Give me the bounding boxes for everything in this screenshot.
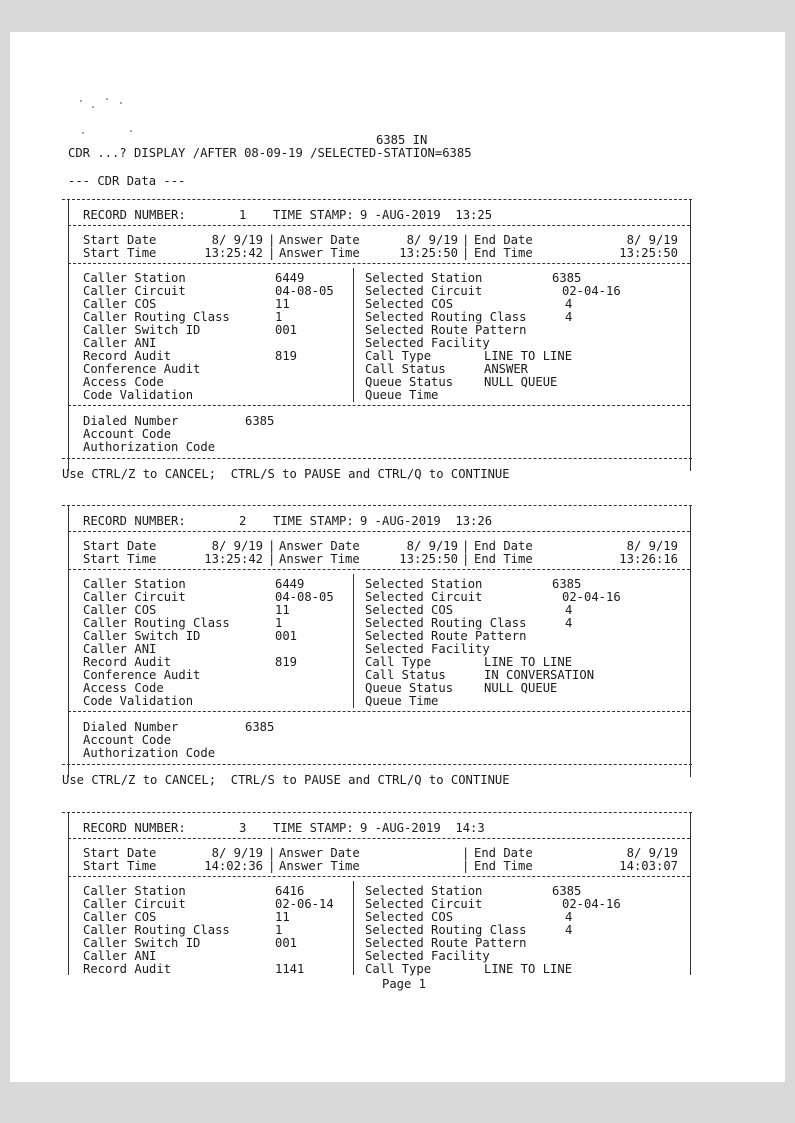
selected-station: 6385 (552, 271, 582, 285)
selected-circuit: 02-04-16 (562, 590, 621, 604)
selected-routing-class: 4 (565, 310, 573, 324)
time-stamp: 9 -AUG-2019 13:26 (360, 514, 493, 528)
continue-prompt: Use CTRL/Z to CANCEL; CTRL/S to PAUSE and CTRL/Q to CONTINUE (62, 467, 510, 481)
selected-cos: 4 (565, 910, 573, 924)
dialed-number: 6385 (245, 414, 275, 428)
answer-date: 8/ 9/19 (406, 233, 458, 247)
call-type: LINE TO LINE (484, 349, 573, 363)
time-stamp: 9 -AUG-2019 14:3 (360, 821, 485, 835)
selected-routing-class: 4 (565, 616, 573, 630)
start-time: 13:25:42 (204, 246, 263, 260)
answer-time: 13:25:50 (399, 552, 458, 566)
caller-routing-class: 1 (275, 923, 283, 937)
end-date: 8/ 9/19 (626, 539, 678, 553)
end-time: 13:25:50 (619, 246, 678, 260)
caller-switch-id: 001 (275, 629, 298, 643)
continue-prompt: Use CTRL/Z to CANCEL; CTRL/S to PAUSE and CTRL/Q to CONTINUE (62, 773, 510, 787)
caller-circuit: 04-08-05 (275, 284, 334, 298)
caller-station: 6449 (275, 577, 305, 591)
record-number: 3 (239, 821, 247, 835)
caller-circuit: 04-08-05 (275, 590, 334, 604)
start-date: 8/ 9/19 (211, 846, 263, 860)
record-number: 1 (239, 208, 247, 222)
caller-cos: 11 (275, 910, 290, 924)
start-date: 8/ 9/19 (211, 539, 263, 553)
caller-routing-class: 1 (275, 616, 283, 630)
call-type: LINE TO LINE (484, 655, 573, 669)
start-time: 14:02:36 (204, 859, 263, 873)
caller-station: 6416 (275, 884, 305, 898)
end-date: 8/ 9/19 (626, 846, 678, 860)
call-type: LINE TO LINE (484, 962, 573, 976)
caller-routing-class: 1 (275, 310, 283, 324)
record-audit: 1141 (275, 962, 305, 976)
record-number: 2 (239, 514, 247, 528)
caller-cos: 11 (275, 603, 290, 617)
station-in-heading: 6385 IN (376, 133, 428, 147)
selected-routing-class: 4 (565, 923, 573, 937)
call-status: IN CONVERSATION (484, 668, 595, 682)
answer-date: 8/ 9/19 (406, 539, 458, 553)
selected-circuit: 02-04-16 (562, 897, 621, 911)
command-line: CDR ...? DISPLAY /AFTER 08-09-19 /SELECTED-STATION=6385 (68, 146, 472, 160)
selected-cos: 4 (565, 297, 573, 311)
caller-cos: 11 (275, 297, 290, 311)
caller-switch-id: 001 (275, 936, 298, 950)
record-audit: 819 (275, 655, 298, 669)
answer-time: 13:25:50 (399, 246, 458, 260)
end-time: 13:26:16 (619, 552, 678, 566)
selected-cos: 4 (565, 603, 573, 617)
caller-circuit: 02-06-14 (275, 897, 334, 911)
start-time: 13:25:42 (204, 552, 263, 566)
page-number: Page 1 (382, 977, 427, 991)
queue-status: NULL QUEUE (484, 681, 558, 695)
caller-station: 6449 (275, 271, 305, 285)
selected-circuit: 02-04-16 (562, 284, 621, 298)
selected-station: 6385 (552, 884, 582, 898)
end-time: 14:03:07 (619, 859, 678, 873)
record-audit: 819 (275, 349, 298, 363)
end-date: 8/ 9/19 (626, 233, 678, 247)
printed-page: 6385 IN CDR ...? DISPLAY /AFTER 08-09-19 /SELECTED-STATION=6385 --- CDR Data --- RECORD NUMBER: 1 TIME STAMP: 9 -AUG-2019 13:25 Start Date 8/ 9/19 | Answer Date 8/ 9/19 | End Date 8/ 9/19 Start Time 13:25:42 | Answer Time 13:25:50 | End Time 13:25:50 Caller Station 6449 Caller Circuit 04-08-05 Caller COS 11 Caller Routing Class 1 Caller Switch ID 001 Caller ANI Record Audit 819 Conference Audit Access Code Code Validation Selected Station 6385 Selected Circuit 02-04-16 Selected COS 4 Selected Routing Class 4 Selected Route Pattern Selected Facility Call Type LINE TO LINE Call Status ANSWER Queue Status NULL QUEUE Queue Time Dialed Number 6385 Account Code Authorization Code Use CTRL/Z to CANCEL; CTRL/S to PAUSE and CTRL/Q to CONTINUE RECORD NUMBER: 2 TIME STAMP: 9 -AUG-2019 13:26 Start Date 8/ 9/19 | Answer Date 8/ 9/19 | End Date 8/ 9/19 Start Time 13:25:42 | Answer Time 13:25:50 | End Time 13:26:16 Caller Station 6449 Caller Circuit 04-08-05 Caller COS 11 Caller Routing Class 1 Caller Switch ID 001 Caller ANI Record Audit 819 Conference Audit Access Code Code Validation Selected Station 6385 Selected Circuit 02-04-16 Selected COS 4 Selected Routing Class 4 Selected Route Pattern Selected Facility Call Type LINE TO LINE Call Status IN CONVERSATION Queue Status NULL QUEUE Queue Time Dialed Number 6385 Account Code Authorization Code Use CTRL/Z to CANCEL; CTRL/S to PAUSE and CTRL/Q to CONTINUE RECORD NUMBER: 3 TIME STAMP: 9 -AUG-2019 14:3 Start Date 8/ 9/19 | Answer Date | End Date 8/ 9/19 Start Time 14:02:36 | Answer Time | End Time 14:03:07 Caller Station 6416 Caller Circuit 02-06-14 Caller COS 11 Caller Routing Class 1 Caller Switch ID 001 Caller ANI Record Audit 1141 Selected Station 6385 Selected Circuit 02-04-16 Selected COS 4 Selected Routing Class 4 Selected Route Pattern Selected Facility Call Type LINE TO LINE Page 1 (10, 32, 785, 1082)
dialed-number: 6385 (245, 720, 275, 734)
time-stamp: 9 -AUG-2019 13:25 (360, 208, 493, 222)
section-title: --- CDR Data --- (68, 174, 186, 188)
selected-station: 6385 (552, 577, 582, 591)
start-date: 8/ 9/19 (211, 233, 263, 247)
caller-switch-id: 001 (275, 323, 298, 337)
queue-status: NULL QUEUE (484, 375, 558, 389)
call-status: ANSWER (484, 362, 529, 376)
